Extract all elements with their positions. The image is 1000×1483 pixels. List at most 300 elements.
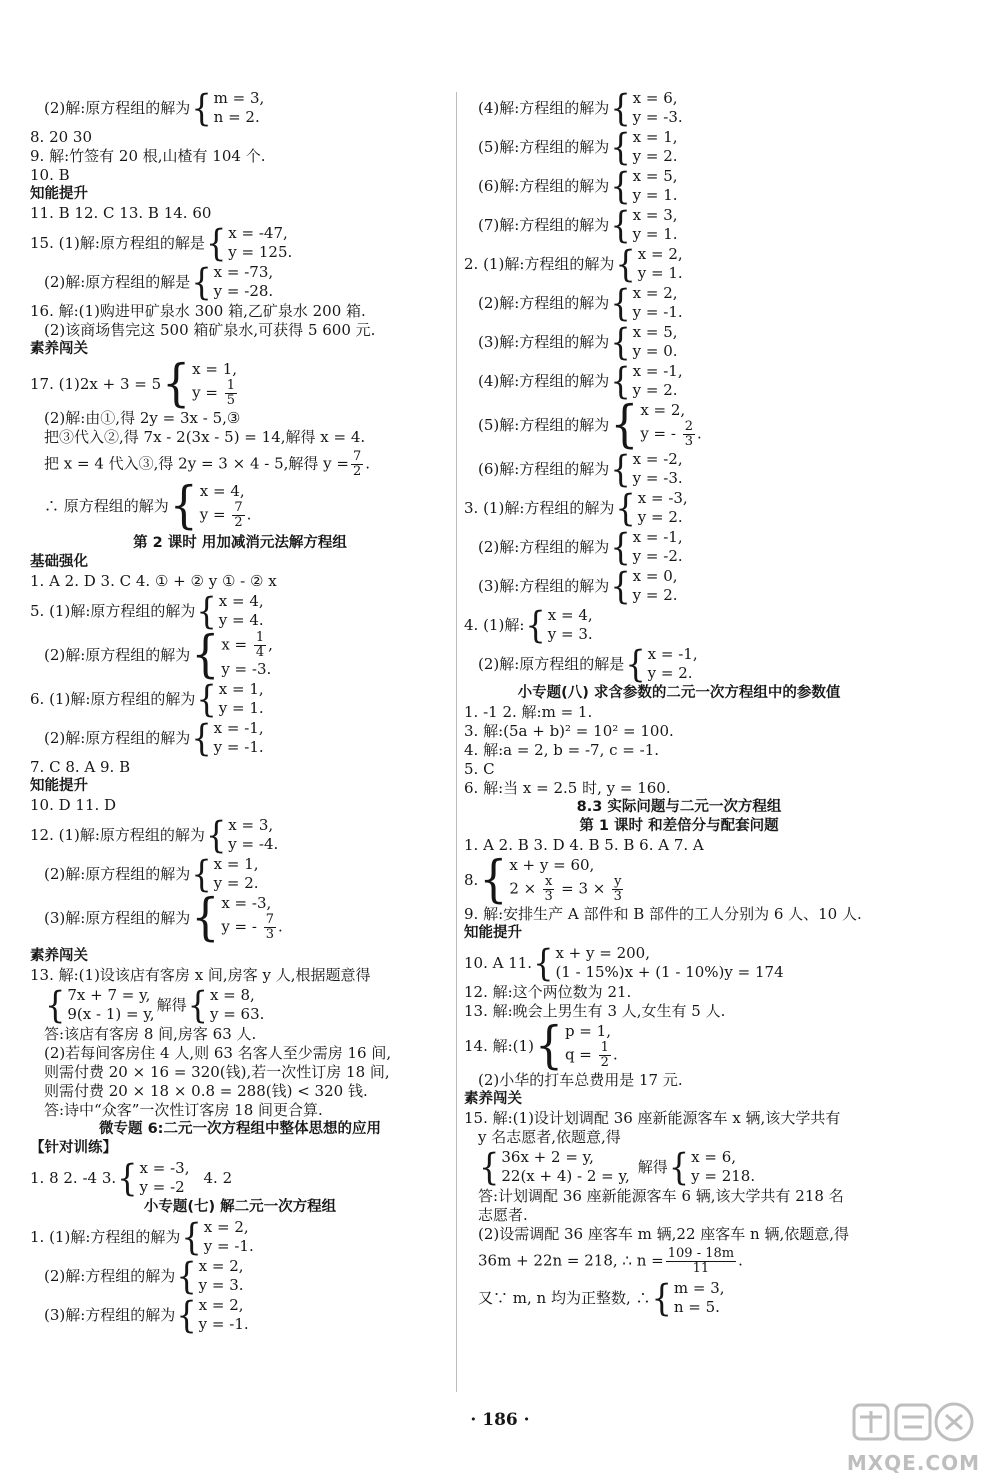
equation: x = 1,	[218, 680, 264, 698]
denominator: 3	[613, 889, 622, 904]
answer-line	[30, 476, 450, 535]
answer-line: 9. 解:安排生产 A 部件和 B 部件的工人分别为 6 人、10 人.	[464, 905, 862, 923]
equation-system	[214, 89, 265, 127]
equation: y = 3.	[547, 625, 593, 643]
answer-line: 15. 解:(1)设计划调配 36 座新能源客车 x 辆,该大学共有	[464, 1109, 841, 1127]
answer-text: 解得	[156, 995, 187, 1014]
answer-text: (2)解:原方程组的解为	[44, 728, 191, 747]
brace: {	[610, 125, 631, 169]
denominator: 2	[234, 515, 243, 530]
answer-line: 9. 解:竹签有 20 根,山楂有 104 个.	[30, 147, 266, 165]
answer-line	[30, 813, 450, 857]
answer-text: (6)解:方程组的解为	[478, 459, 610, 478]
equation-system	[640, 401, 702, 449]
equation	[565, 1041, 618, 1070]
equation-system	[219, 592, 264, 630]
equation: y = 125.	[228, 243, 293, 261]
lesson-title: 第 2 课时 用加减消元法解方程组	[133, 535, 347, 551]
equation: y = -3.	[632, 108, 683, 126]
answer-line	[464, 281, 894, 325]
equation-part: 2 ×	[509, 879, 537, 898]
equation-system	[633, 206, 678, 244]
equation-system	[633, 528, 683, 566]
equation-system	[633, 450, 683, 488]
answer-line	[30, 86, 450, 130]
brace: {	[610, 320, 631, 364]
brace: {	[191, 625, 220, 684]
equation: x = -1,	[647, 645, 698, 663]
answer-line: 则需付费 20 × 16 = 320(钱),若一次性订房 18 间,	[44, 1063, 390, 1081]
answer-text: 8.	[464, 870, 479, 889]
fraction	[225, 379, 237, 408]
answer-line: (2)小华的打车总费用是 17 元.	[478, 1071, 683, 1089]
answer-text: (6)解:方程组的解为	[478, 176, 610, 195]
equation: y = 63.	[209, 1005, 265, 1023]
brace: {	[45, 983, 66, 1027]
fraction	[543, 875, 554, 904]
equation: n = 2.	[213, 108, 260, 126]
equation	[640, 420, 702, 449]
equation-system	[210, 986, 264, 1024]
denominator: 11	[692, 1261, 710, 1276]
answer-text: ∴ 原方程组的解为	[44, 496, 169, 515]
equation-part: ,	[268, 635, 273, 654]
brace: {	[610, 86, 631, 130]
answer-line	[30, 677, 450, 721]
equation	[221, 631, 273, 660]
answer-text: .	[365, 454, 371, 473]
numerator: 1	[600, 1040, 609, 1055]
equation-system	[67, 986, 154, 1024]
equation	[200, 501, 252, 530]
brace: {	[196, 677, 217, 721]
equation: x = 2,	[198, 1257, 244, 1275]
numerator: 1	[226, 378, 236, 393]
equation	[509, 875, 625, 904]
equation-system	[633, 128, 678, 166]
equation: n = 5.	[673, 1298, 720, 1316]
brace: {	[196, 589, 217, 633]
answer-line: 6. 解:当 x = 2.5 时, y = 160.	[464, 779, 671, 797]
brace: {	[610, 359, 631, 403]
numerator: 7	[234, 500, 243, 515]
brace: {	[176, 1254, 197, 1298]
answer-text: 12. (1)解:原方程组的解为	[30, 825, 205, 844]
equation: x = 2,	[203, 1218, 249, 1236]
equation	[192, 379, 239, 408]
answer-line: 13. 解:晚会上男生有 3 人,女生有 5 人.	[464, 1002, 726, 1020]
answer-line	[30, 888, 450, 947]
equation-system	[633, 323, 678, 361]
answer-text: 10. A 11.	[464, 953, 533, 972]
answer-text: (5)解:方程组的解为	[478, 137, 610, 156]
answer-line	[30, 625, 450, 684]
lesson-title: 小专题(七) 解二元一次方程组	[143, 1199, 337, 1215]
equation-system	[228, 816, 278, 854]
equation: x = 8,	[209, 986, 255, 1004]
answer-text: (2)解:方程组的解为	[478, 293, 610, 312]
answer-line: 答:计划调配 36 座新能源客车 6 辆,该大学共有 218 名	[478, 1187, 844, 1205]
brace: {	[479, 850, 508, 909]
answer-text: (2)解:原方程组的解为	[44, 98, 191, 117]
equation: x = -1,	[213, 719, 264, 737]
answer-line	[464, 850, 894, 909]
equation-system	[221, 631, 273, 679]
answer-text: 15. (1)解:原方程组的解是	[30, 233, 205, 252]
answer-line: 10. D 11. D	[30, 796, 117, 814]
equation: m = 3,	[673, 1279, 725, 1297]
equation: 22(x + 4) - 2 = y,	[501, 1167, 630, 1185]
answer-line: 则需付费 20 × 18 × 0.8 = 288(钱) < 320 钱.	[44, 1082, 368, 1100]
equation: x = -3,	[139, 1159, 190, 1177]
equation-system	[214, 263, 274, 301]
answer-line	[464, 525, 894, 569]
answer-line	[30, 221, 450, 265]
answer-text: (2)解:方程组的解为	[478, 537, 610, 556]
answer-line: 7. C 8. A 9. B	[30, 758, 131, 776]
answer-text: (5)解:方程组的解为	[478, 415, 610, 434]
answer-line: (2)若每间客房住 4 人,则 63 名客人至少需房 16 间,	[44, 1044, 392, 1062]
equation-system	[633, 89, 683, 127]
equation: x = 6,	[632, 89, 678, 107]
lesson-title: 微专题 6:二元一次方程组中整体思想的应用	[99, 1121, 381, 1137]
equation: x = 1,	[632, 128, 678, 146]
equation: x = 3,	[632, 206, 678, 224]
answer-line	[464, 642, 894, 686]
brace: {	[117, 1156, 138, 1200]
answer-line	[30, 716, 450, 760]
brace: {	[181, 1215, 202, 1259]
equation: y = -28.	[213, 282, 274, 300]
answer-text: 36m + 22n = 218, ∴ n =	[478, 1251, 664, 1270]
equation: x = 6,	[691, 1148, 737, 1166]
fraction	[232, 501, 244, 530]
section-heading: 基础强化	[30, 554, 88, 570]
brace: {	[668, 1145, 690, 1189]
brace: {	[625, 642, 646, 686]
answer-line: 1. -1 2. 解:m = 1.	[464, 703, 593, 721]
equation-part: y = -	[640, 424, 676, 443]
answer-line	[30, 1254, 450, 1298]
denominator: 5	[226, 393, 236, 408]
answer-line	[464, 242, 894, 286]
equation: m = 3,	[213, 89, 265, 107]
answer-text: (3)解:方程组的解为	[478, 576, 610, 595]
equation-system	[691, 1148, 755, 1186]
brace: {	[610, 564, 631, 608]
equation: y = -1.	[213, 738, 264, 756]
brace: {	[651, 1276, 672, 1320]
equation-system	[221, 894, 283, 942]
answer-line	[464, 395, 894, 454]
answer-line	[30, 983, 450, 1027]
equation-system	[565, 1022, 618, 1070]
equation: x = 1,	[192, 360, 238, 378]
answer-line	[464, 486, 894, 530]
lesson-title: 小专题(八) 求含参数的二元一次方程组中的参数值	[517, 685, 841, 701]
section-title: 8.3 实际问题与二元一次方程组	[576, 799, 782, 815]
equation: y = -1.	[198, 1315, 249, 1333]
equation: y = 2.	[632, 586, 678, 604]
answer-line	[30, 260, 450, 304]
equation: y = -2.	[632, 547, 683, 565]
equation-part: .	[697, 424, 702, 443]
answer-text: 1. 8 2. -4 3.	[30, 1168, 117, 1187]
answer-line: 3. 解:(5a + b)² = 10² = 100.	[464, 722, 674, 740]
answer-text: 6. (1)解:原方程组的解为	[30, 689, 196, 708]
brace: {	[525, 603, 546, 647]
equation: y = 1.	[218, 699, 264, 717]
answer-line	[30, 852, 450, 896]
brace: {	[610, 447, 631, 491]
equation-part: q =	[564, 1045, 592, 1064]
equation-part: .	[278, 917, 283, 936]
answer-text: (2)解:方程组的解为	[44, 1266, 176, 1285]
equation: x = -1,	[632, 362, 683, 380]
equation-system	[638, 245, 683, 283]
equation: x = 5,	[632, 167, 678, 185]
fraction	[683, 420, 695, 449]
equation: x = -2,	[632, 450, 683, 468]
equation: p = 1,	[564, 1022, 611, 1040]
equation: x = 5,	[632, 323, 678, 341]
answer-line	[464, 603, 894, 647]
answer-line	[464, 125, 894, 169]
brace: {	[187, 983, 208, 1027]
answer-text: 14. 解:(1)	[464, 1036, 534, 1055]
answer-line	[464, 164, 894, 208]
answer-line: 1. A 2. D 3. C 4. ① + ② y ① - ② x	[30, 572, 277, 590]
answer-line: 答:诗中“众客”一次性订客房 18 间更合算.	[44, 1101, 323, 1119]
answer-line: 答:该店有客房 8 间,房客 63 人.	[44, 1025, 257, 1043]
answer-text: (2)解:原方程组的解为	[44, 864, 191, 883]
brace: {	[205, 813, 227, 857]
brace: {	[615, 486, 636, 530]
numerator: x	[544, 874, 553, 889]
equation	[221, 913, 283, 942]
answer-stamp-logo-icon	[846, 1399, 986, 1455]
watermark-logo	[846, 1399, 986, 1473]
equation-system	[509, 856, 625, 904]
fraction	[612, 875, 623, 904]
numerator: 7	[265, 912, 275, 927]
equation-system	[633, 284, 683, 322]
equation: y = 2.	[647, 664, 693, 682]
numerator: 2	[684, 419, 694, 434]
equation: y = 1.	[637, 264, 683, 282]
equation: x = -47,	[228, 224, 288, 242]
brace: {	[162, 354, 191, 413]
answer-line	[464, 1247, 894, 1276]
numerator: 1	[255, 630, 265, 645]
equation: y = -1.	[203, 1237, 254, 1255]
right-column	[464, 88, 894, 1318]
equation: x = 2,	[632, 284, 678, 302]
brace: {	[191, 86, 212, 130]
equation-system	[199, 1257, 244, 1295]
answer-line	[464, 359, 894, 403]
brace: {	[615, 242, 636, 286]
answer-line	[30, 1293, 450, 1337]
answer-text: 1. (1)解:方程组的解为	[30, 1227, 181, 1246]
equation-system	[204, 1218, 254, 1256]
brace: {	[191, 888, 220, 947]
equation: x = 4,	[199, 482, 245, 500]
equation: y = 1.	[632, 186, 678, 204]
equation: x = -73,	[213, 263, 274, 281]
equation-system	[140, 1159, 190, 1197]
equation: y = -2	[139, 1178, 185, 1196]
answer-text: (4)解:方程组的解为	[478, 98, 610, 117]
answer-line	[464, 1145, 894, 1189]
answer-line: 13. 解:(1)设该店有客房 x 间,房客 y 人,根据题意得	[30, 966, 371, 984]
equation: y = 2.	[632, 147, 678, 165]
equation: x = 0,	[632, 567, 678, 585]
equation: y = 2.	[632, 381, 678, 399]
answer-text: 把 x = 4 代入③,得 2y = 3 × 4 - 5,解得 y =	[44, 454, 349, 473]
answer-line: 1. A 2. B 3. D 4. B 5. B 6. A 7. A	[464, 836, 704, 854]
answer-line	[464, 1276, 894, 1320]
answer-line	[30, 1156, 450, 1200]
answer-line: (2)解:由①,得 2y = 3x - 5,③	[44, 409, 241, 427]
equation-system	[228, 224, 292, 262]
answer-text: 又∵ m, n 均为正整数, ∴	[478, 1288, 651, 1307]
equation-system	[674, 1279, 725, 1317]
equation: (1 - 15%)x + (1 - 10%)y = 174	[555, 963, 784, 981]
answer-text: 3. (1)解:方程组的解为	[464, 498, 615, 517]
numerator: 7	[353, 449, 362, 464]
equation: x = 2,	[198, 1296, 244, 1314]
answer-text: 4. 2	[203, 1168, 233, 1187]
denominator: 2	[353, 464, 362, 479]
equation-system	[192, 360, 239, 408]
fraction	[254, 631, 266, 660]
watermark-text: MXQE.COM	[846, 1451, 980, 1475]
brace: {	[610, 395, 639, 454]
equation: x = 2,	[640, 401, 686, 419]
brace: {	[205, 221, 227, 265]
equation: x + y = 200,	[555, 944, 650, 962]
section-heading: 素养闯关	[464, 1091, 522, 1107]
equation: x = 1,	[213, 855, 259, 873]
equation-system	[555, 944, 783, 982]
equation-system	[633, 567, 678, 605]
answer-text: (7)解:方程组的解为	[478, 215, 610, 234]
equation: y = -4.	[228, 835, 279, 853]
equation-part: .	[612, 1045, 618, 1064]
equation: y = -1.	[632, 303, 683, 321]
equation-system	[633, 167, 678, 205]
equation-system	[219, 680, 264, 718]
brace: {	[534, 1016, 563, 1075]
equation-part: .	[246, 505, 252, 524]
brace: {	[610, 203, 631, 247]
brace: {	[610, 164, 631, 208]
equation-system	[214, 719, 264, 757]
answer-line: 10. B	[30, 166, 70, 184]
equation-system	[648, 645, 698, 683]
equation: y = 0.	[632, 342, 678, 360]
answer-text: (2)解:原方程组的解是	[44, 272, 191, 291]
equation: 9(x - 1) = y,	[67, 1005, 155, 1023]
brace: {	[191, 260, 212, 304]
equation-system	[199, 1296, 249, 1334]
answer-line	[30, 589, 450, 633]
brace: {	[610, 525, 631, 569]
section-heading: 知能提升	[30, 778, 88, 794]
denominator: 3	[265, 927, 275, 942]
equation: x = -3,	[637, 489, 688, 507]
answer-text: 5. (1)解:原方程组的解为	[30, 601, 196, 620]
equation: x = 4,	[218, 592, 264, 610]
answer-text: (4)解:方程组的解为	[478, 371, 610, 390]
brace: {	[479, 1145, 500, 1189]
equation: y = 218.	[691, 1167, 756, 1185]
answer-line	[464, 86, 894, 130]
denominator: 3	[684, 434, 694, 449]
denominator: 3	[544, 889, 553, 904]
brace: {	[610, 281, 631, 325]
equation: y = 4.	[218, 611, 264, 629]
answer-line	[464, 203, 894, 247]
equation: x = 3,	[228, 816, 274, 834]
answer-text: (3)解:方程组的解为	[44, 1305, 176, 1324]
column-divider	[456, 92, 457, 1392]
answer-text: (3)解:方程组的解为	[478, 332, 610, 351]
answer-line	[464, 564, 894, 608]
answer-line	[30, 354, 450, 413]
fraction	[666, 1247, 736, 1276]
answer-line	[464, 447, 894, 491]
answer-line	[30, 1215, 450, 1259]
equation-part: x =	[221, 635, 248, 654]
section-heading: 素养闯关	[30, 948, 88, 964]
brace: {	[533, 941, 554, 985]
lesson-title: 第 1 课时 和差倍分与配套问题	[579, 818, 779, 834]
fraction	[599, 1041, 611, 1070]
equation-part: y =	[192, 383, 218, 402]
answer-line: y 名志愿者,依题意,得	[478, 1128, 621, 1146]
equation: 36x + 2 = y,	[501, 1148, 594, 1166]
equation: y = -3.	[221, 660, 272, 678]
numerator: y	[614, 874, 622, 889]
equation: x = 2,	[637, 245, 683, 263]
brace: {	[191, 716, 212, 760]
answer-line: 16. 解:(1)购进甲矿泉水 300 箱,乙矿泉水 200 箱.	[30, 302, 366, 320]
answer-line: 4. 解:a = 2, b = -7, c = -1.	[464, 741, 660, 759]
left-column	[30, 88, 450, 1335]
answer-text: 2. (1)解:方程组的解为	[464, 254, 615, 273]
answer-line: (2)设需调配 36 座客车 m 辆,22 座客车 n 辆,依题意,得	[478, 1225, 849, 1243]
answer-line: 11. B 12. C 13. B 14. 60	[30, 204, 212, 222]
equation: y = 3.	[198, 1276, 244, 1294]
equation-system	[548, 606, 593, 644]
equation: x = -3,	[221, 894, 272, 912]
answer-line	[464, 320, 894, 364]
answer-line	[30, 450, 450, 479]
answer-text: 4. (1)解:	[464, 615, 525, 634]
equation-system	[638, 489, 688, 527]
section-heading: 素养闯关	[30, 341, 88, 357]
equation: y = 1.	[632, 225, 678, 243]
answer-line	[464, 941, 894, 985]
equation-part: y =	[199, 505, 226, 524]
equation: 7x + 7 = y,	[67, 986, 151, 1004]
brace: {	[169, 476, 198, 535]
section-heading: 知能提升	[30, 186, 88, 202]
equation: y = 2.	[637, 508, 683, 526]
answer-line	[464, 1016, 894, 1075]
